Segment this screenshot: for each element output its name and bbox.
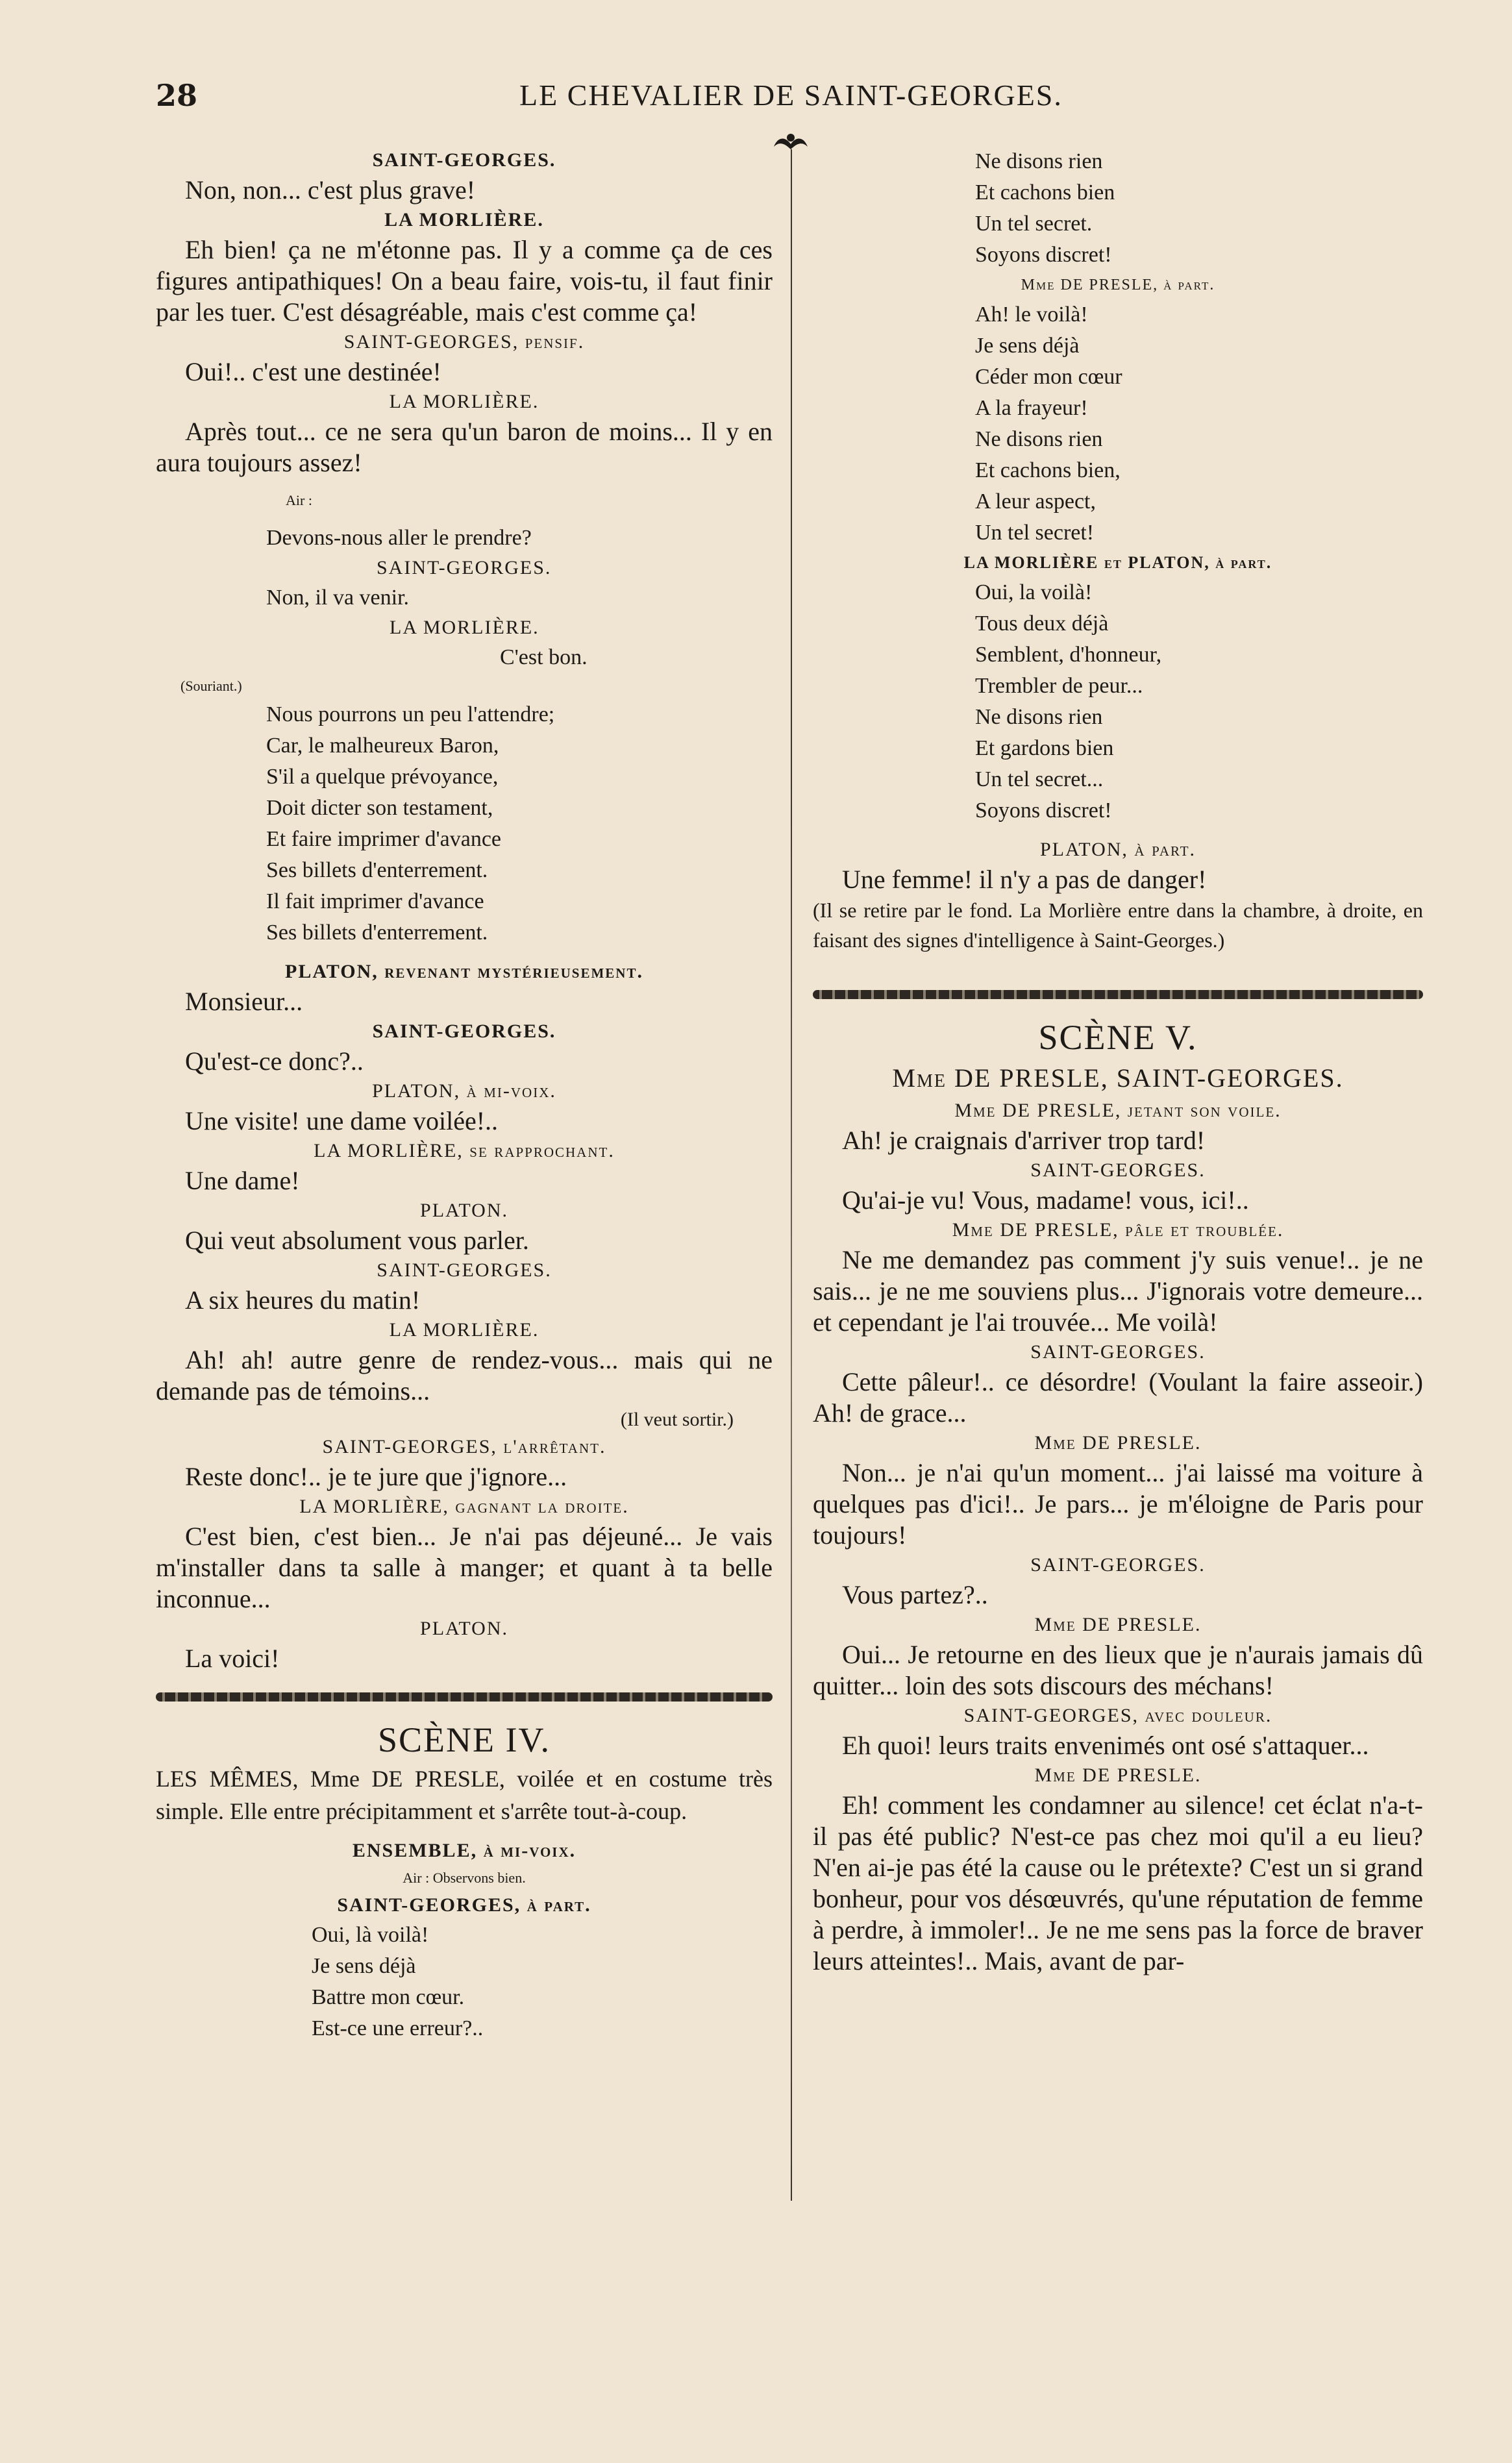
dialogue-line: Une femme! il n'y a pas de danger! [842, 865, 1207, 894]
dialogue-line: Ne me demandez pas comment j'y suis venue!.. je ne sais... je ne me souviens plus... J'ignorais votre demeure... et cependant je l'ai trouvée... Me voilà! [813, 1245, 1423, 1337]
verse-line: Nous pourrons un peu l'attendre; [266, 702, 555, 726]
speaker-name: Mme DE PRESLE. [1034, 1614, 1202, 1635]
stage-direction: (Il se retire par le fond. La Morlière entre dans la chambre, à droite, en faisant des signes d'intelligence à Saint-Georges.) [813, 898, 1423, 952]
dialogue-line: La voici! [185, 1644, 280, 1673]
dialogue-line: Cette pâleur!.. ce désordre! (Voulant la faire asseoir.) Ah! de grace... [813, 1367, 1423, 1428]
dialogue-line: Vous partez?.. [842, 1580, 988, 1609]
page-number: 28 [156, 78, 198, 113]
verse-line: C'est bon. [500, 645, 588, 669]
speaker-direction: LA MORLIÈRE, gagnant la droite. [299, 1496, 629, 1517]
scene-cast: Mme DE PRESLE, SAINT-GEORGES. [892, 1063, 1344, 1093]
speaker-name: SAINT-GEORGES. [1030, 1341, 1206, 1363]
verse-line: Battre mon cœur. [312, 1985, 465, 2009]
verse-line: Non, il va venir. [266, 586, 410, 610]
speaker-direction: LA MORLIÈRE, se rapprochant. [314, 1140, 615, 1161]
dialogue-line: Monsieur... [185, 987, 303, 1016]
dialogue-line: Reste donc!.. je te jure que j'ignore... [185, 1462, 567, 1491]
verse-line: Tous deux déjà [975, 612, 1109, 636]
verse-line: Je sens déjà [975, 334, 1080, 358]
speaker-name: Mme DE PRESLE. [1034, 1764, 1202, 1786]
dialogue-line: Une visite! une dame voilée!.. [185, 1106, 499, 1135]
dialogue-line: Ah! ah! autre genre de rendez-vous... mais qui ne demande pas de témoins... [156, 1345, 773, 1405]
scene-title: SCÈNE IV. [377, 1720, 551, 1759]
ensemble-direction: ENSEMBLE, à mi-voix. [352, 1840, 576, 1861]
verse-line: S'il a quelque prévoyance, [266, 765, 499, 789]
running-title: LE CHEVALIER DE SAINT-GEORGES. [519, 79, 1063, 112]
speaker-direction: LA MORLIÈRE et PLATON, à part. [963, 553, 1272, 572]
dialogue-line: Ah! je craignais d'arriver trop tard! [842, 1126, 1206, 1155]
speaker-name: LA MORLIÈRE. [389, 1319, 539, 1341]
verse-line: Et gardons bien [975, 736, 1114, 760]
verse-line: Un tel secret! [975, 521, 1095, 545]
speaker-direction: SAINT-GEORGES, à part. [337, 1894, 591, 1916]
speaker-name: SAINT-GEORGES. [377, 1259, 552, 1281]
verse-line: Il fait imprimer d'avance [266, 889, 484, 913]
verse-line: Un tel secret. [975, 212, 1093, 236]
verse-line: Je sens déjà [312, 1954, 416, 1978]
verse-line: Ses billets d'enterrement. [266, 921, 488, 945]
speaker-name: SAINT-GEORGES. [377, 557, 552, 578]
speaker-direction: Mme DE PRESLE, jetant son voile. [954, 1100, 1282, 1121]
speaker-direction: Mme DE PRESLE, pâle et troublée. [952, 1219, 1284, 1241]
verse-line: Trembler de peur... [975, 674, 1143, 698]
speaker-name: SAINT-GEORGES. [372, 149, 556, 171]
speaker-direction: SAINT-GEORGES, l'arrêtant. [322, 1436, 606, 1457]
dialogue-line: Eh bien! ça ne m'étonne pas. Il y a comme ça de ces figures antipathiques! On a beau faire, vois-tu, il faut finir par les tuer. C'est désagréable, mais c'est comme ça! [156, 235, 773, 327]
speaker-direction: PLATON, à mi-voix. [372, 1080, 556, 1102]
verse-line: A leur aspect, [975, 489, 1096, 514]
verse-line: Semblent, d'honneur, [975, 643, 1162, 667]
speaker-name: PLATON. [420, 1618, 508, 1639]
speaker-name: Mme DE PRESLE. [1034, 1432, 1202, 1454]
dialogue-line: Qu'est-ce donc?.. [185, 1046, 364, 1076]
dialogue-line: A six heures du matin! [185, 1285, 421, 1315]
speaker-name: LA MORLIÈRE. [384, 209, 544, 230]
speaker-name: PLATON. [420, 1200, 508, 1221]
verse-line: Et cachons bien, [975, 458, 1121, 482]
speaker-direction: PLATON, à part. [1039, 839, 1196, 860]
verse-line: Ne disons rien [975, 427, 1103, 451]
ornamental-rule [813, 990, 1423, 999]
speaker-direction: Mme DE PRESLE, à part. [1021, 277, 1215, 293]
speaker-name: LA MORLIÈRE. [390, 617, 539, 638]
verse-line: A la frayeur! [975, 396, 1088, 420]
dialogue-line: Eh! comment les condamner au silence! cet éclat n'a-t-il pas été public? N'est-ce pas chez moi qu'il a eu lieu? N'en ai-je pas été la cause ou le prétexte? C'est un si grand bonheur, pour vos désœuvrés, qu'une réputation de femme à perdre, à immoler!.. Je ne me sens pas la force de braver leurs atteintes!.. Mais, avant de par- [813, 1790, 1423, 1975]
left-column [156, 146, 773, 2044]
column-divider [791, 149, 792, 2201]
verse-line: Soyons discret! [975, 798, 1112, 823]
verse-line: Céder mon cœur [975, 365, 1122, 389]
ornamental-rule [156, 1692, 773, 1702]
dialogue-line: Oui... Je retourne en des lieux que je n'aurais jamais dû quitter... loin des sots discours des méchans! [813, 1640, 1423, 1700]
verse-line: Ses billets d'enterrement. [266, 858, 488, 882]
air-label: Air : [286, 492, 312, 508]
verse-line: Ah! le voilà! [975, 303, 1088, 327]
verse-line: Doit dicter son testament, [266, 796, 493, 820]
verse-line: Ne disons rien [975, 149, 1103, 173]
dialogue-line: Après tout... ce ne sera qu'un baron de moins... Il y en aura toujours assez! [156, 417, 773, 477]
scene-title: SCÈNE V. [1038, 1018, 1198, 1057]
dialogue-line: Non, non... c'est plus grave! [185, 175, 476, 204]
speaker-name: SAINT-GEORGES. [1030, 1554, 1206, 1576]
verse-line: Car, le malheureux Baron, [266, 734, 499, 758]
speaker-name: SAINT-GEORGES. [1030, 1159, 1206, 1181]
verse-line: Est-ce une erreur?.. [312, 2016, 484, 2040]
stage-direction: (Souriant.) [180, 678, 242, 694]
verse-line: Oui, la voilà! [975, 580, 1093, 604]
verse-line: Ne disons rien [975, 705, 1103, 729]
speaker-direction: SAINT-GEORGES, pensif. [343, 331, 585, 353]
speaker-direction: PLATON, revenant mystérieusement. [285, 961, 643, 982]
right-column [813, 146, 1423, 1977]
speaker-name: SAINT-GEORGES. [372, 1021, 556, 1042]
verse-line: Oui, là voilà! [312, 1923, 429, 1947]
speaker-name: LA MORLIÈRE. [389, 391, 539, 412]
dialogue-line: Non... je n'ai qu'un moment... j'ai laissé ma voiture à quelques pas d'ici!.. Je pars... je m'éloigne de Paris pour toujours! [813, 1458, 1423, 1550]
dialogue-line: Oui!.. c'est une destinée! [185, 357, 441, 386]
dialogue-line: Une dame! [185, 1166, 300, 1195]
verse-line: Et faire imprimer d'avance [266, 827, 501, 851]
stage-direction: (Il veut sortir.) [620, 1409, 734, 1430]
dialogue-line: Qu'ai-je vu! Vous, madame! vous, ici!.. [842, 1185, 1249, 1215]
verse-line: Devons-nous aller le prendre? [266, 526, 532, 550]
page-header [149, 78, 1376, 123]
scene-cast: LES MÊMES, Mme DE PRESLE, voilée et en costume très simple. Elle entre précipitamment et s'arrête tout-à-coup. [156, 1766, 773, 1824]
verse-line: Soyons discret! [975, 243, 1112, 267]
dialogue-line: C'est bien, c'est bien... Je n'ai pas déjeuné... Je vais m'installer dans ta salle à manger; et quant à ta belle inconnue... [156, 1522, 773, 1613]
speaker-direction: SAINT-GEORGES, avec douleur. [963, 1705, 1272, 1726]
verse-line: Et cachons bien [975, 180, 1115, 204]
dialogue-line: Qui veut absolument vous parler. [185, 1226, 529, 1255]
verse-line: Un tel secret... [975, 767, 1104, 791]
air-label: Air : Observons bien. [403, 1870, 526, 1886]
dialogue-line: Eh quoi! leurs traits envenimés ont osé s'attaquer... [842, 1731, 1369, 1760]
